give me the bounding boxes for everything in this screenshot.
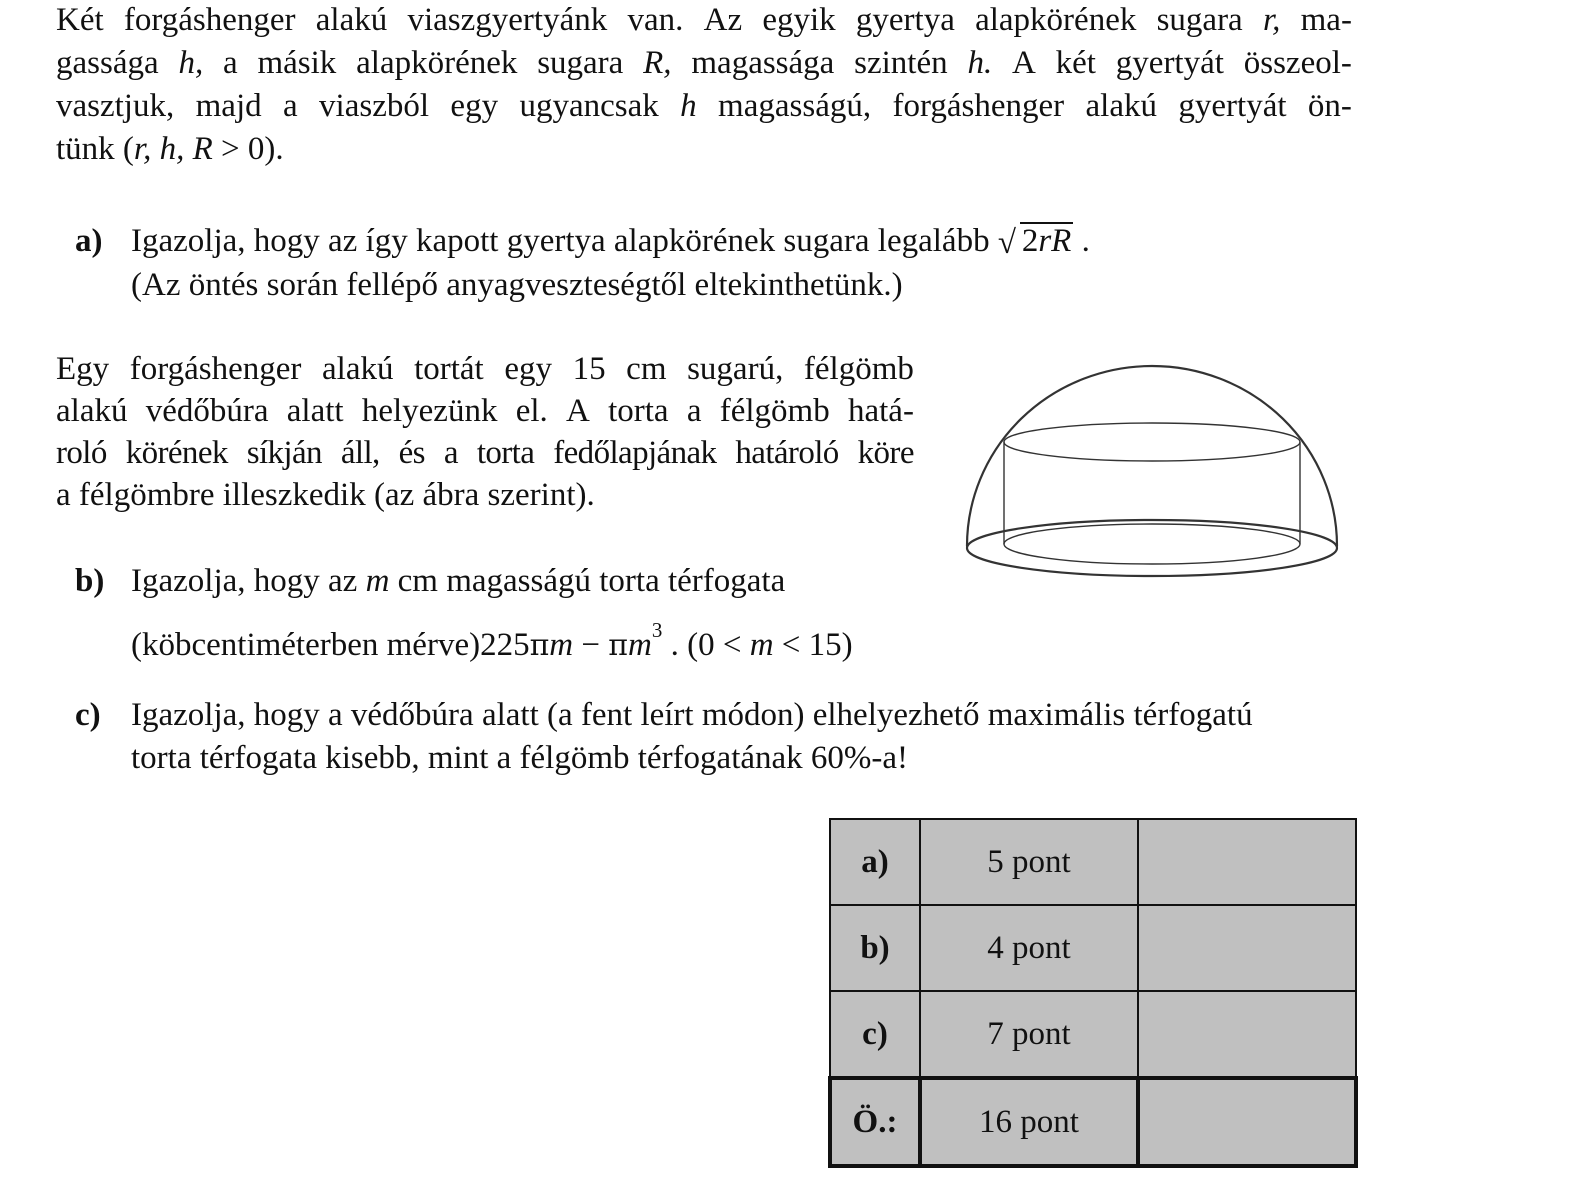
table-row [830,991,1356,1078]
score-points: 7 pont [920,991,1138,1078]
score-part: c) [830,991,920,1078]
part-a-label: a) [75,223,103,259]
table-total-row [830,1078,1356,1166]
cake-bottom-ellipse [1004,524,1300,564]
cake-line-1: Egy forgáshenger alakú tortát egy 15 cm sugarú, félgömb [56,351,914,387]
score-points: 4 pont [920,905,1138,991]
table-row [830,819,1356,905]
score-points: 5 pont [920,819,1138,905]
intro-line-3: vasztjuk, majd a viaszból egy ugyancsak h magasságú, forgáshenger alakú gyertyát ön- [56,88,1352,124]
part-a-line-2: (Az öntés során fellépő anyagveszteségtől eltekinthetünk.) [131,267,903,303]
score-part: a) [830,819,920,905]
part-b-line-1: Igazolja, hogy az m cm magasságú torta térfogata [131,563,786,599]
part-c-line-1: Igazolja, hogy a védőbúra alatt (a fent leírt módon) elhelyezhető maximális térfogatú [131,697,1253,733]
part-b-line-2: (köbcentiméterben mérve)225πm − $\pi m^3$ . (0 < m < 15) [131,618,853,663]
cake-line-2: alakú védőbúra alatt helyezünk el. A torta a félgömb hatá- [56,393,914,429]
intro-line-4: tünk (r, h, R > 0). [56,131,284,167]
intro-line-2: gassága h, a másik alapkörének sugara R, magassága szintén h. A két gyertyát összeol- [56,45,1352,81]
hemisphere-base-ellipse [967,520,1337,576]
intro-line-1: Két forgáshenger alakú viaszgyertyánk van. Az egyik gyertya alapkörének sugara r, ma- [56,2,1352,38]
score-total-points: 16 pont [920,1078,1138,1166]
table-row [830,905,1356,991]
score-table [828,818,1358,1168]
part-b-label: b) [75,563,105,599]
sqrt-expression: √ 2rR [997,223,1072,261]
cake-line-3: roló körének síkján áll, és a torta fedőlapjának határoló köre [56,435,914,471]
part-a-line-1: Igazolja, hogy az így kapott gyertya alapkörének sugara legalább √ 2rR . [131,223,1090,261]
cake-line-4: a félgömbre illeszkedik (az ábra szerint). [56,477,595,513]
part-c-line-2: torta térfogata kisebb, mint a félgömb térfogatának 60%-a! [131,740,909,776]
score-earned[interactable] [1138,905,1356,991]
cake-top-ellipse [1004,423,1300,461]
volume-formula: $225\pi m - \pi m^3$ [480,618,663,663]
part-c-label: c) [75,697,101,733]
score-total-earned[interactable] [1138,1078,1356,1166]
score-total-label: Ö.: [830,1078,920,1166]
score-earned[interactable] [1138,991,1356,1078]
hemisphere-cake-figure [960,356,1350,588]
score-earned[interactable] [1138,819,1356,905]
score-part: b) [830,905,920,991]
